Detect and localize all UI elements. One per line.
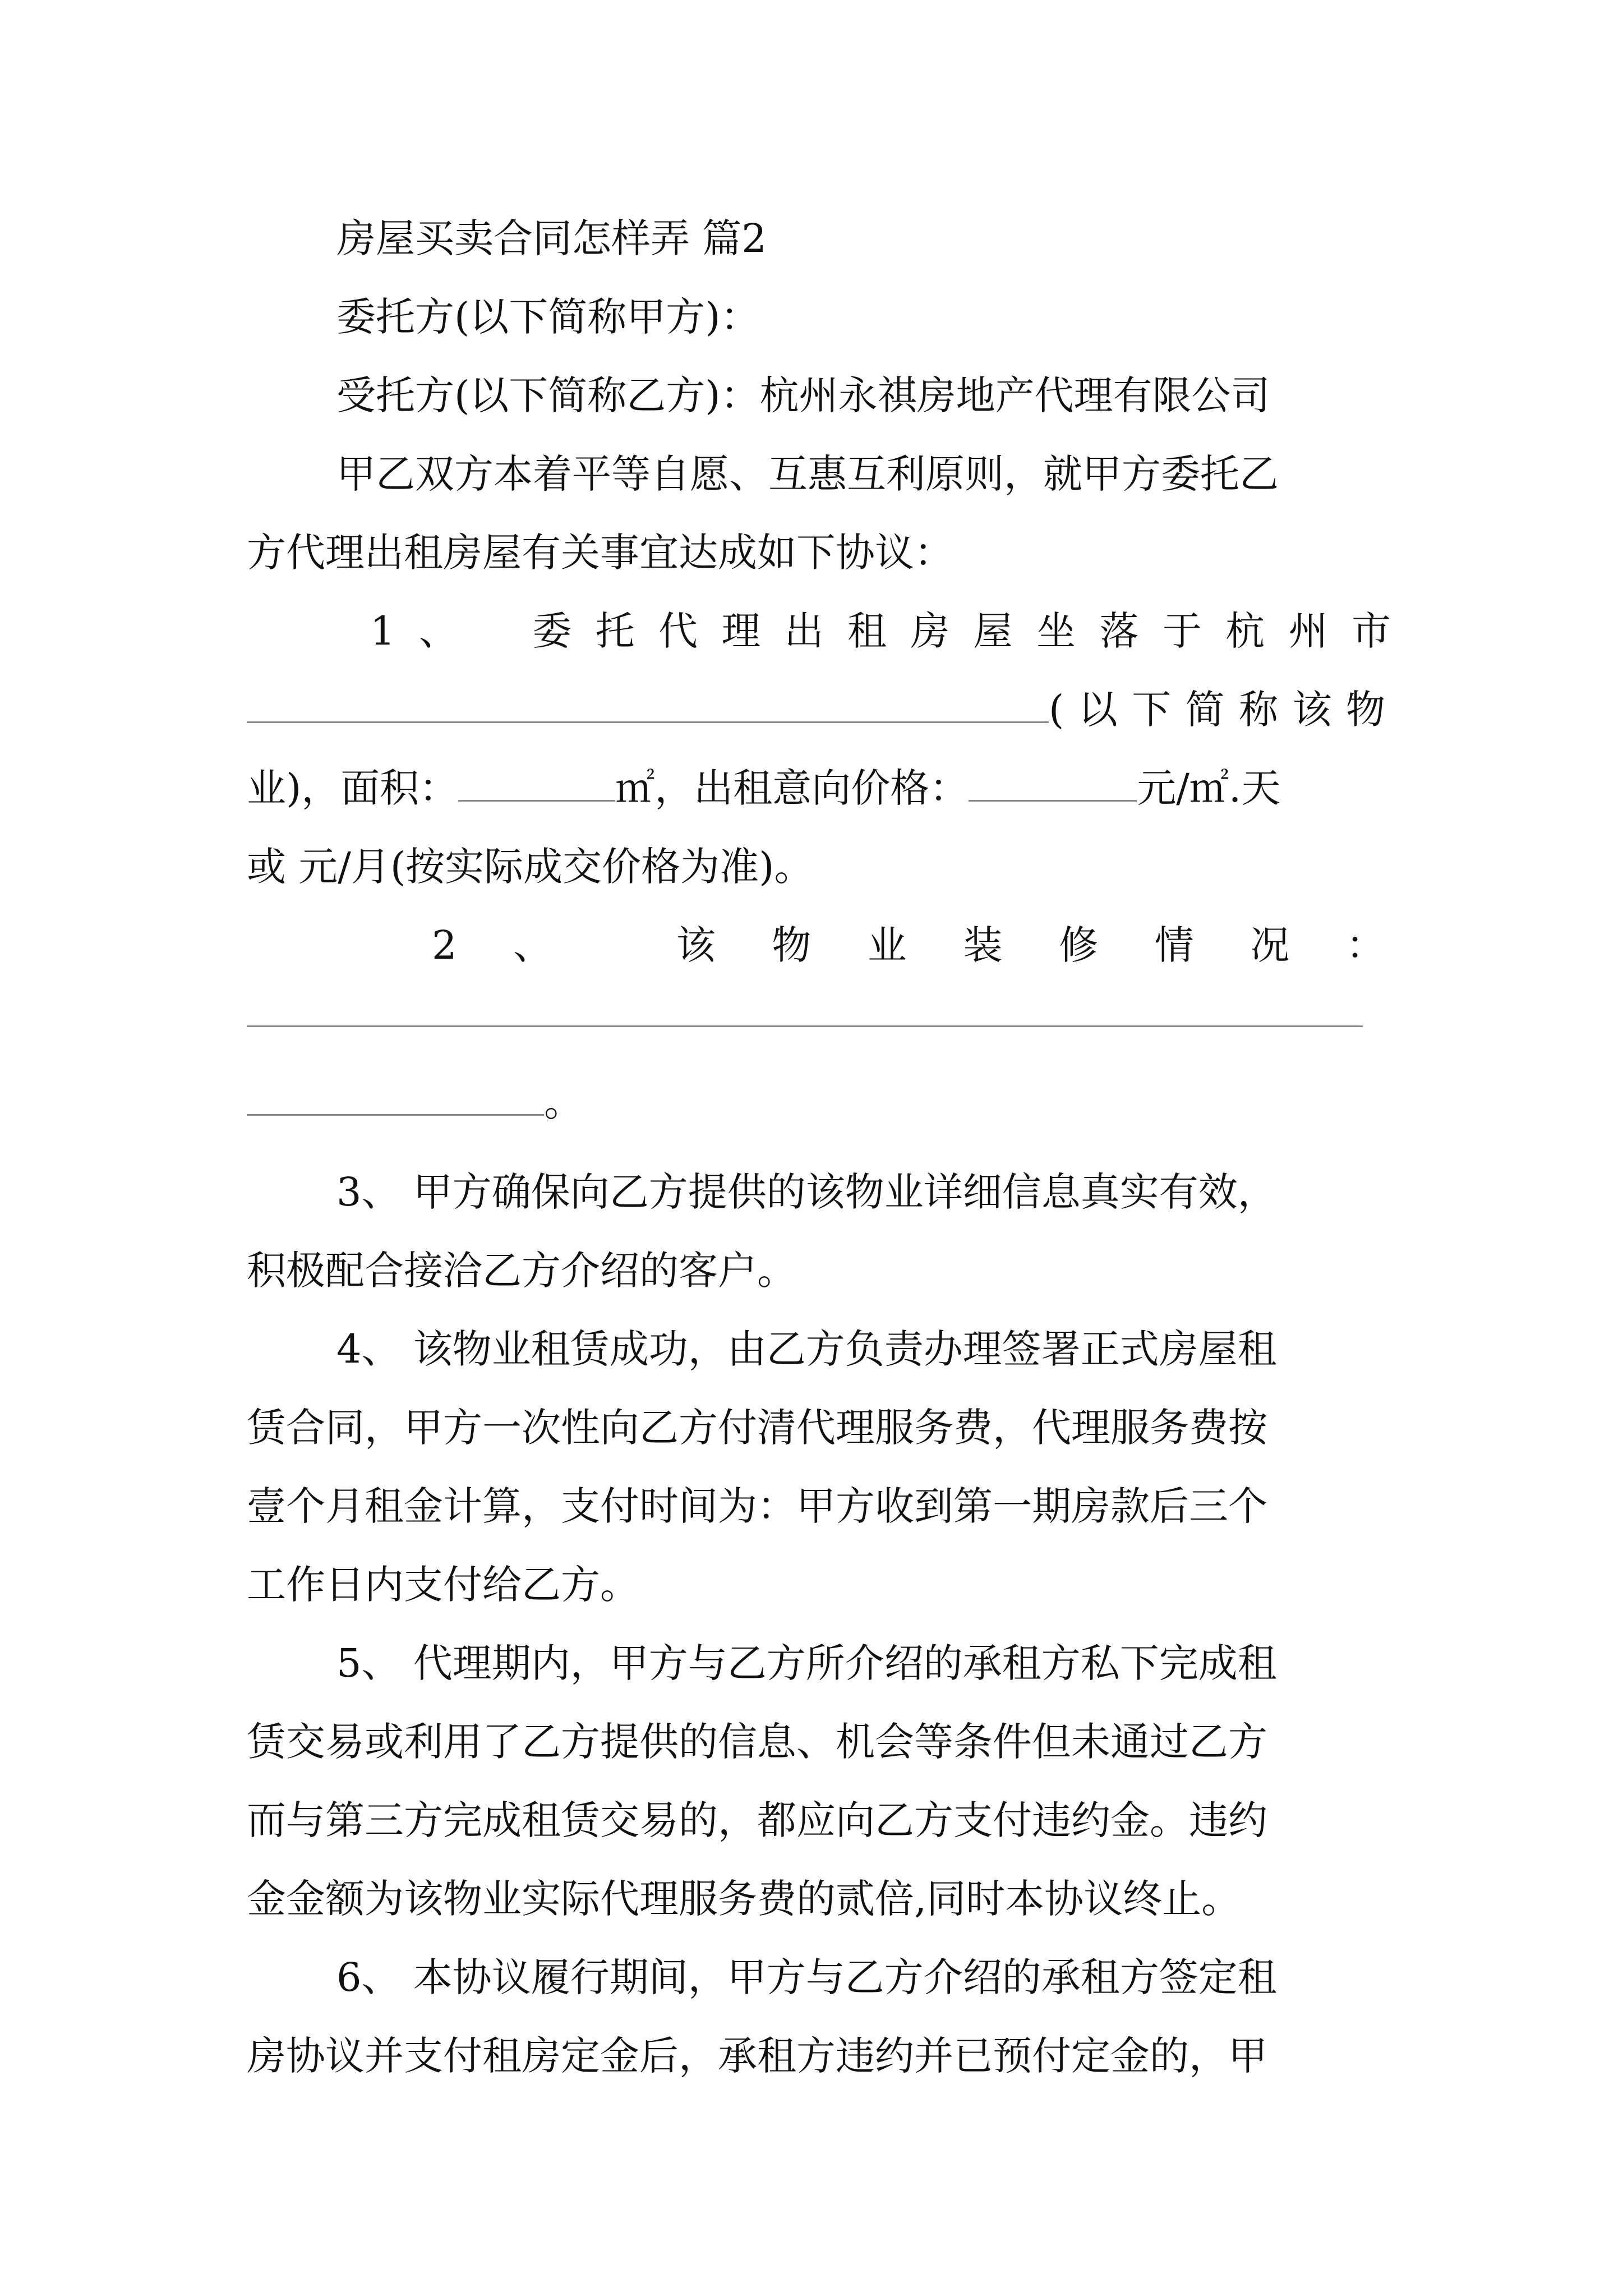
address-blank [247,680,1049,724]
clause5-line-4: 金金额为该物业实际代理服务费的贰倍,同时本协议终止。 [247,1876,1241,1922]
clause4-line-2: 赁合同，甲方一次性向乙方付清代理服务费，代理服务费按 [247,1405,1267,1451]
decoration-blank-line [247,1025,1363,1027]
clause4-line-3: 壹个月租金计算，支付时间为：甲方收到第一期房款后三个 [247,1483,1267,1529]
clause1-char: 落 [1099,608,1139,654]
clause1-char: 于 [1162,608,1202,654]
clause1-char: 杭 [1225,608,1265,654]
clause4-line-4: 工作日内支付给乙方。 [247,1562,639,1608]
clause1-char: 委 [532,608,572,654]
decoration-blank-end [247,1073,544,1116]
clause1-char: 简 [1185,687,1225,733]
clause1-line2-tail [1049,670,1385,749]
document-heading: 房屋买卖合同怎样弄 篇2 [336,215,767,261]
clause2-char: 装 [963,922,1003,968]
clause4-line-1: 4、 该物业租赁成功，由乙方负责办理签署正式房屋租 [336,1326,1277,1372]
clause6-line-2: 房协议并支付租房定金后，承租方违约并已预付定金的，甲 [247,2033,1267,2079]
clause1-char: 物 [1345,687,1385,733]
clause1-char: 称 [1239,687,1279,733]
clause2-char: 、 [513,922,553,968]
party-b-line: 受托方(以下简称乙方)：杭州永祺房地产代理有限公司 [336,372,1270,418]
clause2-char: 业 [867,922,907,968]
clause2-char: 况 [1250,922,1290,968]
clause1-line-2 [247,670,1391,749]
price-label: ㎡，出租意向价格： [615,765,969,811]
clause2-char: ： [1345,922,1385,968]
clause2-char: 修 [1059,922,1099,968]
clause1-char: 租 [847,608,887,654]
clause1-char: 坐 [1036,608,1076,654]
clause2-char: 物 [772,922,811,968]
clause1-char: 市 [1351,608,1391,654]
clause3-line-2: 积极配合接洽乙方介绍的客户。 [247,1248,796,1294]
price-blank [969,759,1137,802]
clause6-line-1: 6、 本协议履行期间，甲方与乙方介绍的承租方签定租 [336,1954,1277,2000]
clause5-line-2: 赁交易或利用了乙方提供的信息、机会等条件但未通过乙方 [247,1719,1267,1765]
clause2-char: 情 [1154,922,1194,968]
clause1-char: 、 [418,608,458,654]
clause1-char: 托 [595,608,635,654]
area-blank [458,759,615,802]
clause1-char: 下 [1132,687,1172,733]
clause5-line-1: 5、 代理期内，甲方与乙方所介绍的承租方私下完成租 [336,1640,1277,1686]
clause2-line-3 [247,1063,1391,1142]
area-label: 业)，面积： [247,765,459,811]
clause1-char: 该 [1292,687,1332,733]
clause1-line-1 [370,592,1391,670]
clause1-char: 理 [721,608,761,654]
clause3-line-1: 3、 甲方确保向乙方提供的该物业详细信息真实有效， [336,1169,1277,1215]
clause5-line-3: 而与第三方完成租赁交易的，都应向乙方支付违约金。违约 [247,1797,1267,1843]
clause1-char: 州 [1288,608,1328,654]
party-a-line: 委托方(以下简称甲方)： [336,294,760,340]
intro-line-1: 甲乙双方本着平等自愿、互惠互利原则，就甲方委托乙 [336,451,1279,497]
clause1-char: ( [1049,687,1064,733]
clause2-char: 该 [676,922,716,968]
price-unit: 元/㎡.天 [1137,765,1281,811]
clause2-char: 2 [432,922,457,968]
clause2-line-1 [432,906,1385,984]
clause1-char: 代 [658,608,698,654]
clause1-line-4: 或 元/月(按实际成交价格为准)。 [247,844,814,890]
clause1-line-3 [247,749,1391,827]
clause2-end-mark: 。 [544,1079,583,1125]
clause1-char: 出 [784,608,824,654]
clause1-char: 房 [910,608,950,654]
clause1-char: 以 [1078,687,1118,733]
clause1-char: 屋 [973,608,1013,654]
clause1-char: 1 [370,608,395,654]
intro-line-2: 方代理出租房屋有关事宜达成如下协议： [247,530,953,576]
